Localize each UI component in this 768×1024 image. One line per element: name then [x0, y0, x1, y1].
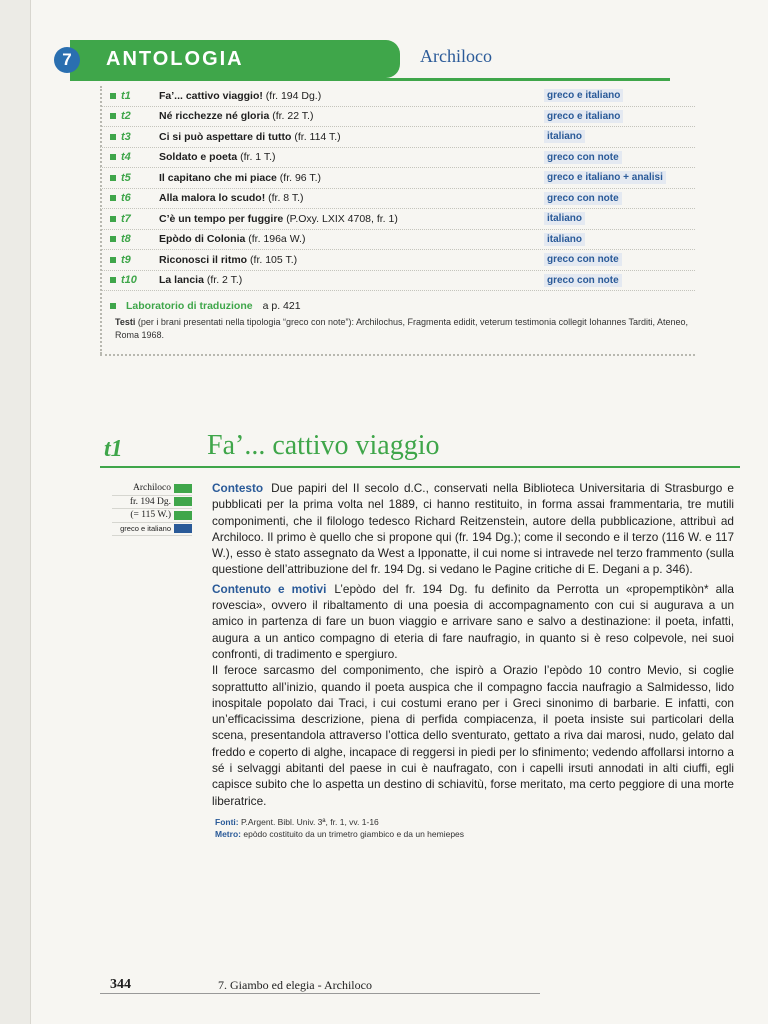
- bullet-icon: [110, 154, 116, 160]
- fonti-label: Fonti:: [215, 817, 239, 827]
- toc-language: greco e italiano: [544, 89, 623, 102]
- contenuto-heading: Contenuto e motivi: [212, 581, 327, 596]
- toc-title: Riconosci il ritmo (fr. 105 T.): [159, 253, 298, 266]
- toc-number: t5: [121, 171, 131, 184]
- toc-row: [100, 148, 695, 169]
- contesto-paragraph: [212, 480, 734, 578]
- toc-number: t7: [121, 212, 131, 225]
- toc-title: Alla malora lo scudo! (fr. 8 T.): [159, 192, 304, 205]
- toc-title: Fa’... cattivo viaggio! (fr. 194 Dg.): [159, 89, 322, 102]
- footer-rule: [100, 993, 540, 994]
- toc-number: t6: [121, 192, 131, 205]
- toc-language: greco con note: [544, 274, 622, 287]
- toc-language: greco e italiano: [544, 110, 623, 123]
- metro-label: Metro:: [215, 829, 241, 839]
- toc-row: [100, 107, 695, 128]
- toc-number: t3: [121, 130, 131, 143]
- toc-number: t10: [121, 274, 137, 287]
- body-text: [212, 480, 734, 809]
- toc-row: [100, 189, 695, 210]
- header-rule: [70, 78, 670, 81]
- toc-row: [100, 209, 695, 230]
- toc-title: Soldato e poeta (fr. 1 T.): [159, 151, 276, 164]
- side-info-equivalent: (= 115 W.): [112, 509, 192, 523]
- table-of-contents: [100, 86, 695, 291]
- bullet-icon: [110, 134, 116, 140]
- page-number: 344: [110, 977, 131, 992]
- text-title: Fa’... cattivo viaggio: [207, 430, 440, 461]
- laboratorio-page: a p. 421: [262, 300, 301, 312]
- toc-language: greco con note: [544, 253, 622, 266]
- chapter-number-badge: 7: [54, 47, 80, 73]
- side-info-box: [112, 482, 192, 536]
- text-number: t1: [104, 436, 123, 462]
- author-title: Archiloco: [420, 46, 492, 66]
- toc-title: Né ricchezze né gloria (fr. 22 T.): [159, 110, 314, 123]
- bullet-icon: [110, 195, 116, 201]
- toc-number: t2: [121, 110, 131, 123]
- contenuto-paragraph: [212, 581, 734, 662]
- toc-row: [100, 271, 695, 292]
- toc-row: [100, 250, 695, 271]
- testi-note: [115, 316, 705, 342]
- testi-label: Testi: [115, 317, 136, 327]
- toc-language: italiano: [544, 233, 585, 246]
- toc-title: Epòdo di Colonia (fr. 196a W.): [159, 233, 306, 246]
- metro-text: epòdo costituito da un trimetro giambico e da un hemiepes: [243, 829, 465, 839]
- toc-language: italiano: [544, 130, 585, 143]
- toc-number: t9: [121, 253, 131, 266]
- page-gutter: [0, 0, 31, 1024]
- toc-language: greco e italiano + analisi: [544, 171, 666, 184]
- toc-title: C’è un tempo per fuggire (P.Oxy. LXIX 4708, fr. 1): [159, 212, 398, 225]
- contenuto-text-1: L’epòdo del fr. 194 Dg. fu definito da Perrotta un «propemptikòn* alla rovescia», ovvero il ribaltamento di una poesia di accompagnamento con cui si augurava a un amico in partenza di fare un buon viaggio e arrivare sano e salvo a destinazione: il poeta, infatti, augura a un antico compagno di eteria di fare naufragio, in quanto si è reso colpevole, nei suoi confronti, di tradimento e spergiuro.: [212, 581, 734, 661]
- bullet-icon: [110, 93, 116, 99]
- side-info-language: greco e italiano: [112, 523, 192, 537]
- fonti-text: P.Argent. Bibl. Univ. 3ª, fr. 1, vv. 1-16: [240, 817, 379, 827]
- toc-number: t8: [121, 233, 131, 246]
- sources-note: [215, 816, 464, 840]
- bullet-icon: [110, 175, 116, 181]
- toc-number: t4: [121, 151, 131, 164]
- title-rule: [100, 466, 740, 468]
- toc-language: greco con note: [544, 151, 622, 164]
- toc-row: [100, 127, 695, 148]
- laboratorio-row: [110, 300, 301, 312]
- bullet-icon: [110, 113, 116, 119]
- contenuto-paragraph-2: [212, 662, 734, 809]
- toc-language: italiano: [544, 212, 585, 225]
- bullet-icon: [110, 236, 116, 242]
- side-info-fragment: fr. 194 Dg.: [112, 496, 192, 510]
- testi-text: (per i brani presentati nella tipologia “greco con note”): Archilochus, Fragmenta edidit, veterum testimonia collegit Iohannes Tarditi, Ateneo, Roma 1968.: [115, 317, 688, 340]
- dotted-divider: [100, 354, 695, 356]
- toc-row: [100, 86, 695, 107]
- toc-row: [100, 168, 695, 189]
- section-banner: ANTOLOGIA: [70, 40, 400, 78]
- toc-language: greco con note: [544, 192, 622, 205]
- contesto-text: Due papiri del II secolo d.C., conservati nella Biblioteca Universitaria di Strasburgo e pubblicati per la prima volta nel 1889, ci hanno restituito, in forma assai frammentaria, tre mutili componimenti, che il filologo tedesco Richard Reitzenstein, autore della pubblicazione, attribuì ad Archiloco. Il primo è quello che si propone qui (fr. 194 Dg.); come il secondo e il terzo (116 W. e 117 W.), esso è stato assegnato da West a Ipponatte, il cui nome si intravede nel terzo frammento (sulla questione dell’attribuzione del fr. 194 Dg. si vedano le Pagine critiche di E. Degani a p. 346).: [212, 481, 734, 577]
- toc-row: [100, 230, 695, 251]
- side-info-author: Archiloco: [112, 482, 192, 496]
- running-head: 7. Giambo ed elegia - Archiloco: [218, 978, 372, 992]
- toc-title: Ci si può aspettare di tutto (fr. 114 T.): [159, 130, 341, 143]
- bullet-icon: [110, 303, 116, 309]
- laboratorio-label: Laboratorio di traduzione: [126, 300, 253, 312]
- bullet-icon: [110, 216, 116, 222]
- bullet-icon: [110, 257, 116, 263]
- toc-title: Il capitano che mi piace (fr. 96 T.): [159, 171, 322, 184]
- contenuto-text-2: Il feroce sarcasmo del componimento, che ispirò a Orazio l’epòdo 10 contro Mevio, si coglie soprattutto all’inizio, quando il poeta auspica che il compagno faccia naufragio a Salmidesso, lido inospitale popolato dai Traci, i cui costumi erano per i Greci sinonimo di barbarie. E infatti, con un’efficacissima descrizione, piena di perfida compiacenza, il poeta insiste sui particolari della scena, presentandola attraverso l’ottica dello sventurato, gettato a riva dai marosi, nudo, gelato dal freddo e coperto di alghe, incapace di reggersi in piedi per lo sfinimento; vedendo affollarsi intorno a sé i selvaggi abitanti del paese in cui è naufragato, con i capelli irsuti annodati in alti ciuffi, egli capisce subito che lo aspetta un destino di schiavitù, forse meritato, ma certo peggiore di una morte liberatrice.: [212, 663, 734, 808]
- toc-number: t1: [121, 89, 131, 102]
- contesto-heading: Contesto: [212, 481, 264, 495]
- toc-title: La lancia (fr. 2 T.): [159, 274, 243, 287]
- bullet-icon: [110, 277, 116, 283]
